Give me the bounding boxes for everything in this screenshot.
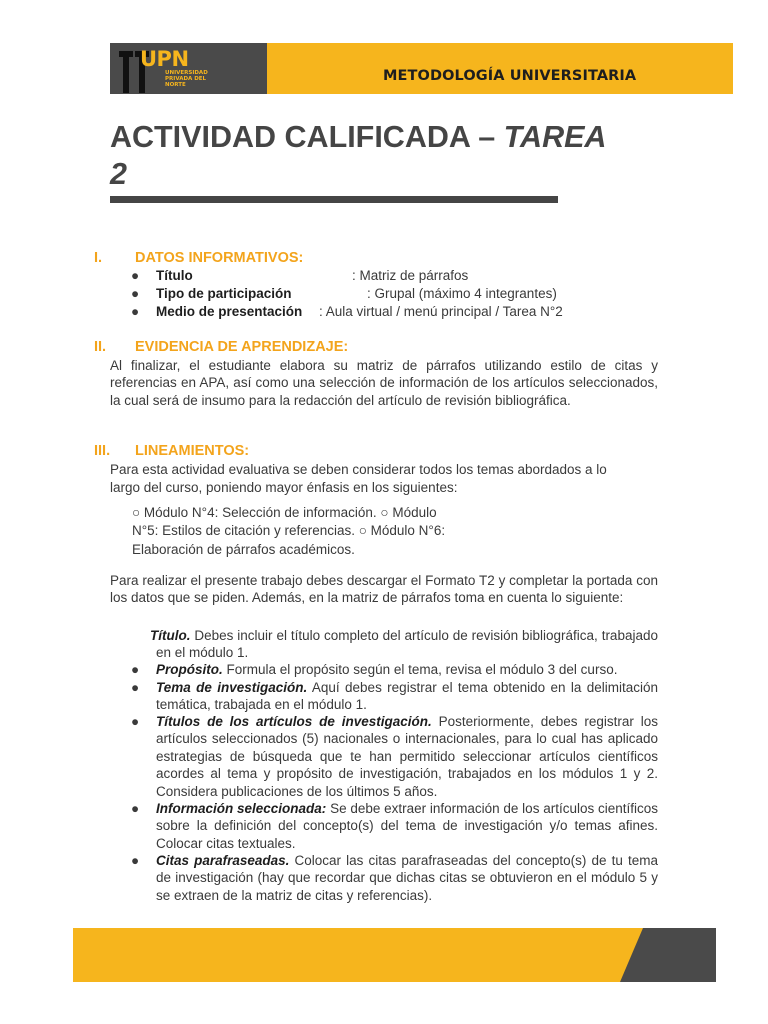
bullet-dot: ● [131, 662, 140, 677]
modules-line2: N°5: Estilos de citación y referencias. ○ Módulo N°6: [132, 523, 446, 538]
page-title [110, 119, 670, 193]
list-item-term: Títulos de los artículos de investigación. [156, 714, 432, 729]
section-3-heading: LINEAMIENTOS: [135, 443, 250, 459]
guidelines-intro-line2: largo del curso, poniendo mayor énfasis en los siguientes: [110, 480, 458, 495]
list-item [156, 852, 658, 904]
list-item-term: Información seleccionada: [156, 801, 327, 816]
bullet-dot: ● [131, 853, 140, 868]
section-2-heading: EVIDENCIA DE APRENDIZAJE: [135, 339, 349, 355]
title-italic: TAREA [503, 120, 607, 154]
course-title: METODOLOGÍA UNIVERSITARIA [383, 68, 637, 84]
title-divider [110, 196, 558, 203]
logo-subtext: UNIVERSIDAD PRIVADA DEL NORTE [165, 70, 208, 88]
list-item [156, 661, 658, 678]
bullet-dot: ● [131, 304, 140, 319]
guidelines-intro-line1: Para esta actividad evaluativa se deben considerar todos los temas abordados a lo [110, 462, 607, 477]
info-label-tipo: Tipo de participación [156, 286, 292, 301]
section-2-number: II. [94, 339, 107, 355]
list-item-text: Formula el propósito según el tema, revisa el módulo 3 del curso. [222, 662, 618, 677]
section-1-heading: DATOS INFORMATIVOS: [135, 250, 304, 266]
list-item-text: Colocar las citas parafraseadas del concepto(s) de tu tema de investigación (hay que recordar que dichas citas se obtuvieron en el módulo 5 y se extraen de la matriz de citas y referencias). [156, 853, 658, 903]
list-item-text: Debes incluir el título completo del artículo de revisión bibliográfica, trabajado en el módulo 1. [156, 628, 658, 661]
info-value-tipo: : Grupal (máximo 4 integrantes) [367, 286, 557, 301]
list-item [156, 679, 658, 714]
title-main: ACTIVIDAD CALIFICADA – [110, 120, 504, 154]
instructions-paragraph: Para realizar el presente trabajo debes descargar el Formato T2 y completar la portada con los datos que se piden. Además, en la matriz de párrafos toma en cuenta lo siguiente: [110, 573, 658, 606]
info-value-medio: : Aula virtual / menú principal / Tarea N°2 [319, 304, 563, 319]
list-item-term: Tema de investigación. [156, 680, 308, 695]
list-item-text: Se debe extraer información de los artículos científicos sobre la definición del concepto(s) del tema de investigación y/o temas afines. Colocar citas textuales. [156, 801, 658, 851]
section-1-number: I. [94, 250, 103, 266]
info-label-medio: Medio de presentación [156, 304, 303, 319]
evidence-paragraph: Al finalizar, el estudiante elabora su matriz de párrafos utilizando estilo de citas y referencias en APA, así como una selección de información de los artículos seleccionados, la cual será de insumo para la redacción del artículo de revisión bibliográfica. [110, 358, 658, 408]
list-item [156, 713, 658, 800]
modules-line3: Elaboración de párrafos académicos. [132, 542, 355, 557]
bullet-dot: ● [131, 801, 140, 816]
bullet-dot: ● [131, 286, 140, 301]
bullet-dot: ● [131, 680, 140, 695]
title-number: 2 [110, 157, 127, 191]
modules-line1: ○ Módulo N°4: Selección de información. ○ Módulo [132, 505, 437, 520]
section-3-number: III. [94, 443, 111, 459]
info-value-titulo: : Matriz de párrafos [352, 268, 469, 283]
list-item [150, 627, 658, 662]
list-item-term: Título. [150, 628, 191, 643]
list-item-text: Aquí debes registrar el tema obtenido en la delimitación temática, trabajada en el módulo 1. [156, 680, 659, 713]
list-item [156, 800, 658, 852]
list-item-text: Posteriormente, debes registrar los artículos seleccionados (5) nacionales o internacionales, para lo cual has aplicado estrategias de búsqueda que te han permitido seleccionar artículos científicos acordes al tema y propósito de investigación, trabajados en los módulos 1 y 2. Considera publicaciones de los últimos 5 años. [156, 714, 658, 799]
list-item-term: Citas parafraseadas. [156, 853, 290, 868]
footer-dark-block [620, 928, 716, 982]
list-item-term: Propósito. [156, 662, 223, 677]
bullet-dot: ● [131, 268, 140, 283]
footer-bar [73, 928, 673, 982]
logo-text: UPN [140, 47, 189, 71]
bullet-dot: ● [131, 714, 140, 729]
info-label-titulo: Título [156, 268, 193, 283]
